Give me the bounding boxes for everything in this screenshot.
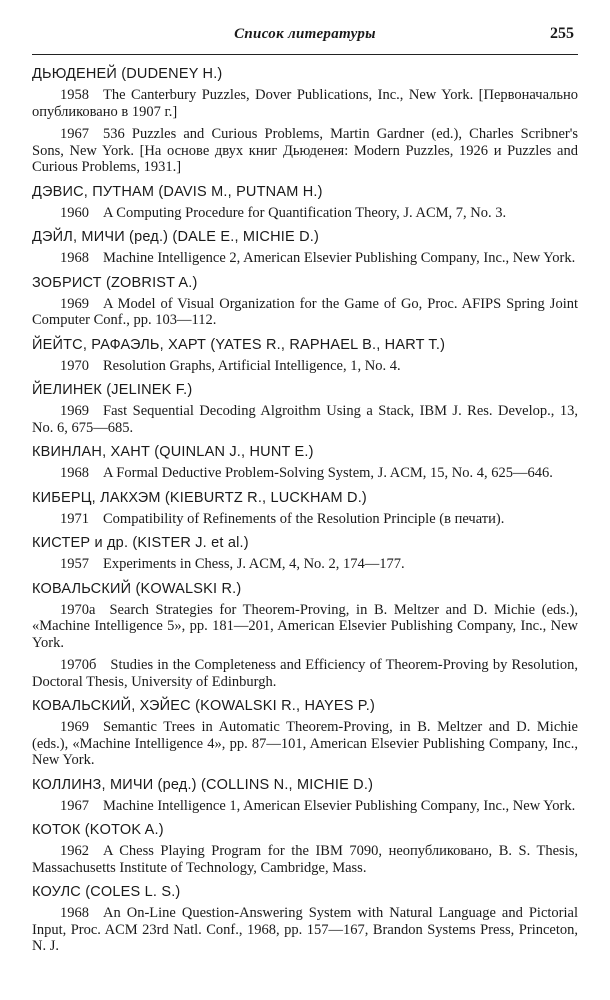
reference-text: 536 Puzzles and Curious Problems, Martin Gardner (ed.), Charles Scribner's Sons, New York. [На основе двух книг Дьюденея: Modern Puzzles, 1926 и Puzzles and Curious Problems, 1931.] <box>32 126 578 175</box>
author-heading: КОЛЛИНЗ, МИЧИ (ред.) (COLLINS N., MICHIE D.) <box>32 776 374 793</box>
reference-item <box>32 205 578 222</box>
book-page <box>32 0 578 961</box>
reference-year: 1962 <box>60 843 89 859</box>
reference-text: A Model of Visual Organization for the Game of Go, Proc. AFIPS Spring Joint Computer Conf., pp. 103—112. <box>32 295 578 328</box>
reference-item <box>32 403 578 436</box>
reference-text: Experiments in Chess, J. ACM, 4, No. 2, 174—177. <box>103 556 405 572</box>
reference-item <box>32 798 578 815</box>
author-heading: ДЬЮДЕНЕЙ (DUDENEY H.) <box>32 66 223 82</box>
reference-text: Semantic Trees in Automatic Theorem-Proving, in B. Meltzer and D. Michie (eds.), «Machine Intelligence 4», pp. 87—101, American Elsevier Publishing Company, Inc., New York. <box>32 719 578 768</box>
reference-year: 1968 <box>60 465 89 481</box>
reference-item <box>32 465 578 482</box>
reference-text: A Chess Playing Program for the IBM 7090, неопубликовано, B. S. Thesis, Massachusetts Institute of Technology, Cambridge, Mass. <box>32 843 578 876</box>
reference-year: 1958 <box>60 87 89 103</box>
author-heading: ДЭЙЛ, МИЧИ (ред.) (DALE E., MICHIE D.) <box>32 229 320 245</box>
reference-year: 1970б <box>60 657 97 673</box>
reference-year: 1971 <box>60 510 89 527</box>
reference-item <box>32 87 578 120</box>
reference-item <box>32 556 578 573</box>
reference-text: Studies in the Completeness and Efficiency of Theorem-Proving by Resolution, Doctoral Thesis, University of Edinburgh. <box>32 657 578 690</box>
author-heading: КОТОК (KOTOK A.) <box>32 822 164 838</box>
reference-year: 1969 <box>60 295 89 312</box>
reference-text: A Formal Deductive Problem-Solving System, J. ACM, 15, No. 4, 625—646. <box>103 465 553 481</box>
author-heading: ДЭВИС, ПУТНАМ (DAVIS M., PUTNAM H.) <box>32 183 323 200</box>
reference-year: 1969 <box>60 403 89 419</box>
reference-year: 1968 <box>60 250 89 266</box>
reference-text: An On-Line Question-Answering System with Natural Language and Pictorial Input, Proc. ACM 23rd Natl. Conf., 1968, pp. 157—167, Brandon Systems Press, Princeton, N. J. <box>32 905 578 954</box>
reference-item <box>32 250 578 267</box>
reference-text: Machine Intelligence 1, American Elsevier Publishing Company, Inc., New York. <box>103 797 576 814</box>
reference-year: 1970a <box>60 601 96 618</box>
reference-item <box>32 358 578 375</box>
reference-item <box>32 843 578 876</box>
author-heading: КИСТЕР и др. (KISTER J. et al.) <box>32 535 249 551</box>
author-heading: ЙЕЙТС, РАФАЭЛЬ, ХАРТ (YATES R., RAPHAEL B., HART T.) <box>32 336 446 353</box>
reference-year: 1968 <box>60 905 89 921</box>
reference-year: 1969 <box>60 719 89 735</box>
page-number: 255 <box>550 25 574 42</box>
reference-year: 1967 <box>60 797 89 814</box>
reference-text: The Canterbury Puzzles, Dover Publications, Inc., New York. [Первоначально опубликовано в 1907 г.] <box>32 87 578 120</box>
reference-item <box>32 905 578 955</box>
reference-year: 1967 <box>60 126 89 142</box>
author-heading: КОВАЛЬСКИЙ (KOWALSKI R.) <box>32 580 242 597</box>
author-heading: ЗОБРИСТ (ZOBRIST A.) <box>32 274 198 291</box>
reference-item <box>32 126 578 176</box>
reference-item <box>32 719 578 769</box>
reference-year: 1960 <box>60 204 89 221</box>
reference-item <box>32 657 578 690</box>
author-heading: ЙЕЛИНЕК (JELINEK F.) <box>32 382 193 398</box>
running-head <box>32 0 578 55</box>
reference-item <box>32 511 578 528</box>
reference-item <box>32 296 578 329</box>
reference-text: A Computing Procedure for Quantification Theory, J. ACM, 7, No. 3. <box>103 204 507 221</box>
reference-text: Resolution Graphs, Artificial Intelligence, 1, No. 4. <box>103 357 401 374</box>
author-heading: КИБЕРЦ, ЛАКХЭМ (KIEBURTZ R., LUCKHAM D.) <box>32 489 367 506</box>
running-title: Список литературы <box>234 26 376 42</box>
reference-text: Machine Intelligence 2, American Elsevier Publishing Company, Inc., New York. <box>103 250 576 266</box>
reference-text: Fast Sequential Decoding Algroithm Using a Stack, IBM J. Res. Develop., 13, No. 6, 675—685. <box>32 403 578 436</box>
reference-text: Compatibility of Refinements of the Resolution Principle (в печати). <box>103 510 505 527</box>
reference-item <box>32 602 578 652</box>
reference-year: 1957 <box>60 556 89 572</box>
bibliography-list <box>32 64 578 955</box>
author-heading: КВИНЛАН, ХАНТ (QUINLAN J., HUNT E.) <box>32 444 314 460</box>
author-heading: КОВАЛЬСКИЙ, ХЭЙЕС (KOWALSKI R., HAYES P.) <box>32 698 376 714</box>
reference-text: Search Strategies for Theorem-Proving, in B. Meltzer and D. Michie (eds.), «Machine Intelligence 5», pp. 181—201, American Elsevier Publishing Company, Inc., New York. <box>32 601 578 651</box>
author-heading: КОУЛС (COLES L. S.) <box>32 884 181 900</box>
reference-year: 1970 <box>60 357 89 374</box>
